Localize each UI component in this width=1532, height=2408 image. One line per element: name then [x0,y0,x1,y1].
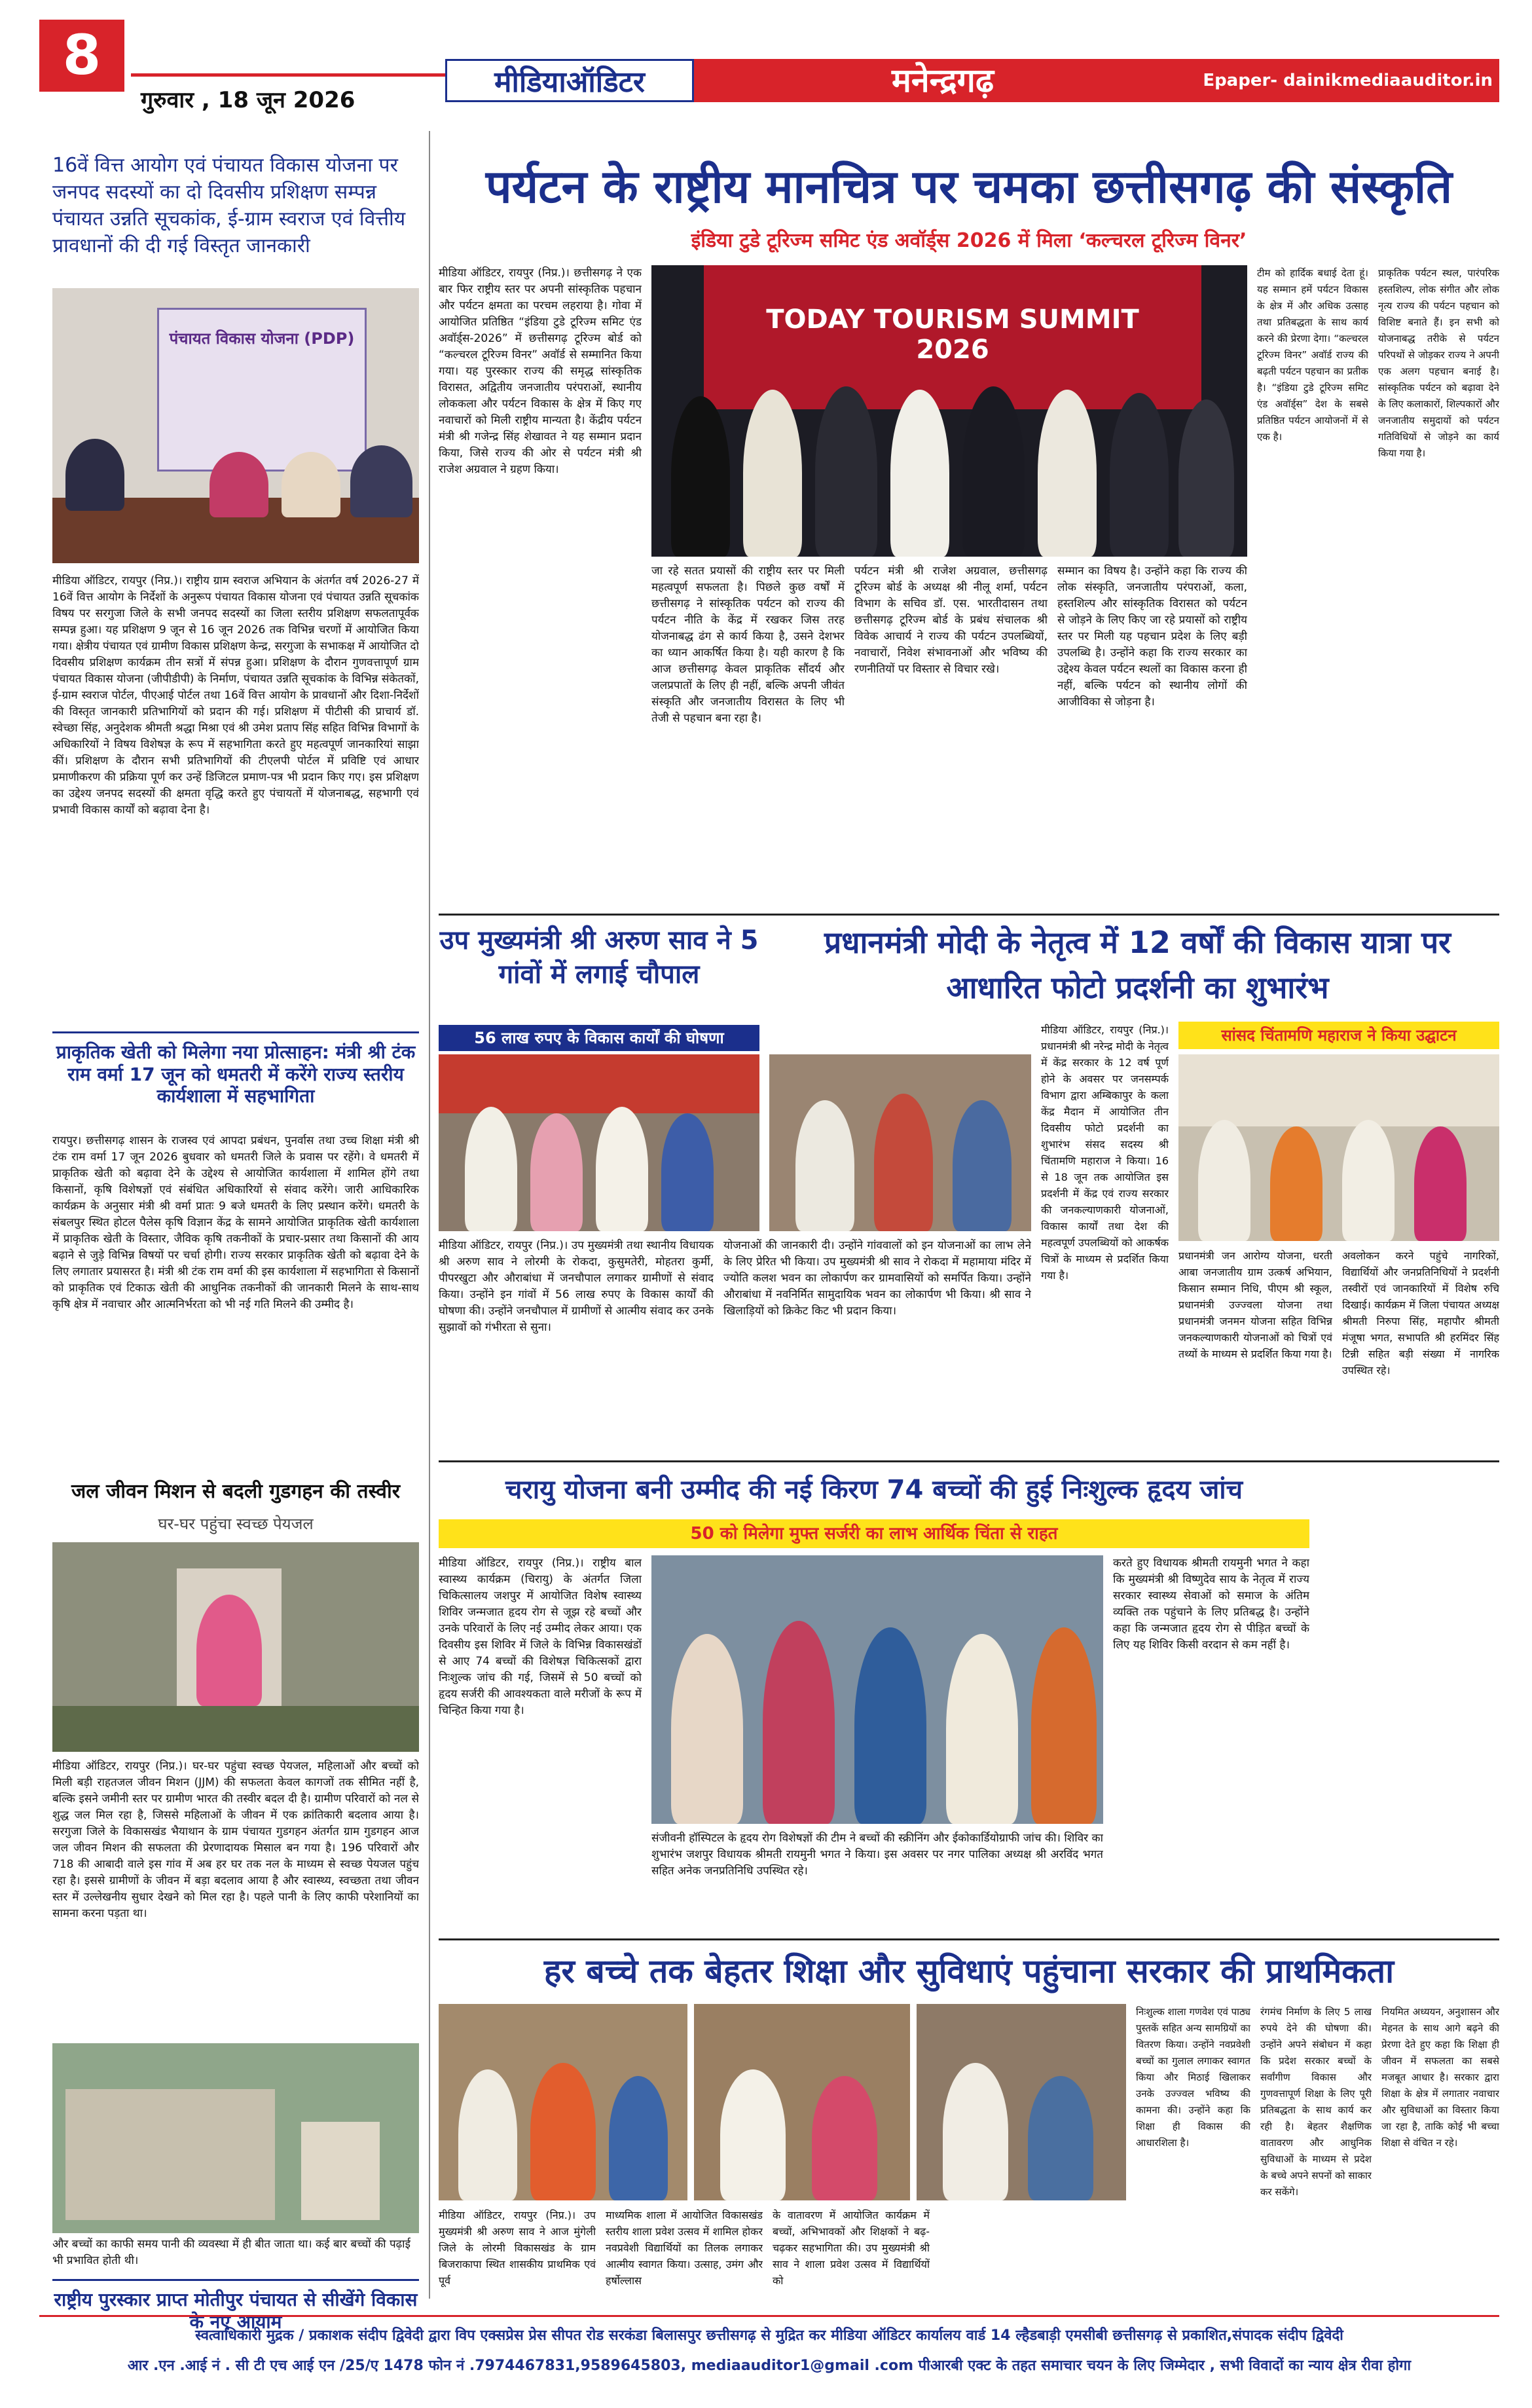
chaupal-photo [439,1054,759,1231]
jal-photo-2 [52,2043,419,2233]
column-divider [429,131,430,2299]
modi-col4: अवलोकन करने पहुंचे नागरिकों, विद्यार्थियों और जनप्रतिनिधियों ने प्रदर्शनी तस्वीरों एवं जानकारियों में विशेष रुचि दिखाई। कार्यक्रम में जिला पंचायत अध्यक्ष श्रीमती निरुपा सिंह, महापौर श्रीमती मंजूषा भगत, सभापति श्री हरमिंदर सिंह टिन्नी सहित बड़ी संख्या में नागरिक उपस्थित रहे। [1342,1250,1499,1377]
person-figure [1270,1126,1322,1241]
person-figure [962,386,1025,557]
edu-col5: रंगमंच निर्माण के लिए 5 लाख रुपये देने की घोषणा की। उन्होंने अपने संबोधन में कहा कि प्रदेश सरकार बच्चों के सर्वांगीण विकास और गुणवत्तापूर्ण शिक्षा के लिए पूरी प्रतिबद्धता के साथ कार्य कर रही है। बेहतर शैक्षणिक वातावरण और आधुनिक सुविधाओं के माध्यम से प्रदेश के बच्चे अपने सपनों को साकार कर सकेंगे। [1260,2006,1372,2198]
epaper-link[interactable]: Epaper- dainikmediaauditor.in [1203,71,1493,90]
education-photo-1 [439,2004,687,2200]
person-figure [812,2076,877,2200]
exhibition-photo [1178,1054,1499,1241]
masthead [0,0,1532,113]
person-figure [609,2076,668,2200]
person-figure [815,386,877,557]
edu-col3: के वातावरण में आयोजित कार्यक्रम में बच्चों, अभिभावकों और शिक्षकों ने बढ़-चढ़कर सहभागिता की। उप मुख्यमंत्री श्री साव ने शाला प्रवेश उत्सव में विद्यार्थियों को [773,2209,930,2287]
person-figure [854,1627,926,1824]
person-figure [1038,390,1097,557]
arun-subhead: 56 लाख रुपए के विकास कार्यों की घोषणा [439,1025,759,1051]
person-figure [65,439,124,511]
main-col3: पर्यटन मंत्री श्री राजेश अग्रवाल, छत्तीसगढ़ टूरिज्म बोर्ड के अध्यक्ष श्री नीलू शर्मा, पर्यटन विभाग के सचिव डॉ. एस. भारतीदासन तथा छत्तीसगढ़ टूरिज्म बोर्ड के प्रबंध संचालक श्री विवेक आचार्य ने राज्य की पर्यटन उपलब्धियों, नवाचारों, निवेश संभावनाओं और भविष्य की रणनीतियों पर विस्तार से विचार रखे। [854,565,1048,676]
person-figure [196,1595,262,1706]
person-figure [763,1621,835,1824]
edu-col1: मीडिया ऑडिटर, रायपुर (निप्र.)। उप मुख्यमंत्री श्री अरुण साव ने आज मुंगेली जिले के लोरमी विकासखंड के ग्राम बिजराकापा स्थित शासकीय प्राथमिक एवं पूर्व [439,2209,596,2287]
person-figure [210,452,268,517]
jal-subhead: घर-घर पहुंचा स्वच्छ पेयजल [158,1515,314,1533]
section-rule [52,2279,419,2281]
section-rule [439,1460,1499,1462]
edu-col4: निःशुल्क शाला गणवेश एवं पाठ्य पुस्तकें सहित अन्य सामग्रियों का वितरण किया। उन्होंने नवप्रवेशी बच्चों का गुलाल लगाकर स्वागत किया और मिठाई खिलाकर उनके उज्ज्वल भविष्य की कामना की। उन्होंने कहा कि शिक्षा ही विकास की आधारशिला है। [1136,2006,1250,2149]
person-figure [1028,2076,1093,2200]
krishi-headline: प्राकृतिक खेती को मिलेगा नया प्रोत्साहन: मंत्री श्री टंक राम वर्मा 17 जून को धमतरी में करेंगे राज्य स्तरीय कार्यशाला में सहभागिता [56,1041,416,1107]
person-figure [1414,1126,1467,1241]
person-figure [1178,399,1234,557]
person-figure [720,2069,786,2200]
person-figure [1031,1627,1097,1824]
main-col1: मीडिया ऑडिटर, रायपुर (निप्र.)। छत्तीसगढ़ ने एक बार फिर राष्ट्रीय स्तर पर अपनी सांस्कृतिक पहचान और पर्यटन क्षमता का परचम लहराया है। गोवा में आयोजित प्रतिष्ठित “इंडिया टुडे टूरिज्म समिट एंड अवॉर्ड्स-2026” में छत्तीसगढ़ टूरिज्म बोर्ड को “कल्चरल टूरिज्म विनर” अवॉर्ड से सम्मानित किया गया। यह पुरस्कार राज्य की समृद्ध सांस्कृतिक विरासत, अद्वितीय जनजातीय परंपराओं, स्थानीय लोककला और पर्यटन विकास के क्षेत्र में किए गए नवाचारों को मिली राष्ट्रीय मान्यता है। केंद्रीय पर्यटन मंत्री श्री गजेन्द्र सिंह शेखावत ने यह सम्मान प्रदान किया, जिसे राज्य की ओर से पर्यटन मंत्री श्री राजेश अग्रवाल ने ग्रहण किया। [439,267,642,476]
ground [52,1706,419,1752]
person-figure [458,2069,517,2200]
city-name: मनेन्द्रगढ़ [892,62,994,100]
modi-headline: प्रधानमंत्री मोदी के नेतृत्व में 12 वर्षों की विकास यात्रा पर आधारित फोटो प्रदर्शनी का शुभारंभ [824,925,1451,1005]
jal-body: मीडिया ऑडिटर, रायपुर (निप्र.)। घर-घर पहुंचा स्वच्छ पेयजल, महिलाओं और बच्चों को मिली बड़ी राहतजल जीवन मिशन (JJM) की सफलता केवल कागजों तक सीमित नहीं है, बल्कि इसने जमीनी स्तर पर ग्रामीण भारत की तस्वीर बदल दी है। ग्रामीण परिवारों को नल से शुद्ध जल मिल रहा है, जिससे महिलाओं के जीवन में एक क्रांतिकारी बदलाव आया है। सरगुजा जिले के विकासखंड भैयाथान के ग्राम पंचायत गुडगहन अंतर्गत ग्राम गुडगहन आज जल जीवन मिशन की सफलता की प्रेरणादायक मिसाल बन गया है। 196 परिवारों और 718 की आबादी वाले इस गांव में अब हर घर तक नल के माध्यम से स्वच्छ पेयजल पहुंच रहा है। इससे ग्रामीणों के जीवन में बड़ा बदलाव आया है और स्वास्थ्य, स्वच्छता तथा जीवन स्तर में उल्लेखनीय सुधार देखने को मिल रहा है। पहले पानी के लिए काफी परेशानियों का सामना करना पड़ता था। [52,1760,419,1920]
main-headline: पर्यटन के राष्ट्रीय मानचित्र पर चमका छत्तीसगढ़ की संस्कृति [485,160,1453,213]
edu-col2: माध्यमिक शाला में आयोजित विकासखंड स्तरीय शाला प्रवेश उत्सव में शामिल होकर नवप्रवेशी विद्यार्थियों का तिलक लगाकर आत्मीय स्वागत किया। उत्साह, उमंग और हर्षोल्लास [606,2209,763,2287]
person-figure [943,2063,1008,2200]
tank [301,2122,380,2220]
house-wall [65,2089,275,2220]
left-column [39,138,419,2312]
person-figure [465,1107,517,1231]
person-figure [282,452,340,517]
person-figure [350,445,412,517]
modi-subhead: सांसद चिंतामणि महाराज ने किया उद्घाटन [1178,1022,1499,1049]
education-headline: हर बच्चे तक बेहतर शिक्षा और सुविधाएं पहुंचाना सरकार की प्राथमिकता [543,1952,1395,1990]
person-figure [671,1634,743,1824]
person-figure [953,1100,1012,1231]
section-rule [439,914,1499,916]
person-figure [671,396,730,557]
jal-caption: और बच्चों का काफी समय पानी की व्यवस्था में ही बीत जाता था। कई बार बच्चों की पढ़ाई भी प्रभावित होती थी। [52,2238,410,2267]
training-photo [52,288,419,563]
banner-backdrop [439,1054,759,1113]
chirayu-caption: संजीवनी हॉस्पिटल के हृदय रोग विशेषज्ञों की टीम ने बच्चों की स्क्रीनिंग और ईकोकार्डियोग्राफी जांच की। शिविर का शुभारंभ जशपुर विधायक श्रीमती रायमुनी भगत ने किया। इस अवसर पर नगर पालिका अध्यक्ष श्री अरविंद भगत सहित अनेक जनप्रतिनिधि उपस्थित रहे। [651,1832,1103,1878]
exhibition-boards [1178,1054,1499,1126]
person-figure [795,1100,854,1231]
education-photo-3 [917,2004,1126,2200]
person-figure [661,1113,714,1231]
pdp-banner-text: पंचायत विकास योजना (PDP) [169,329,355,348]
chirayu-subhead: 50 को मिलेगा मुफ्त सर्जरी का लाभ आर्थिक चिंता से राहत [439,1519,1309,1548]
footer [39,2315,1499,2387]
footer-line-2: आर .एन .आई नं . सी टी एच आई एन /25/ए 1478 फोन नं .7974467831,9589645803, mediaauditor1@gmail .com पीआरबी एक्ट के तहत समाचार चयन के लिए जिम्मेदार , सभी विवादों का न्याय क्षेत्र रीवा होगा [127,2358,1412,2374]
person-figure [874,1094,933,1231]
education-photo-2 [694,2004,910,2200]
edu-col6: नियमित अध्ययन, अनुशासन और मेहनत के साथ आगे बढ़ने की प्रेरणा देते हुए कहा कि शिक्षा ही जीवन में सफलता का सबसे मजबूत आधार है। सरकार द्वारा शिक्षा के क्षेत्र में लगातार नवाचार और सुविधाओं का विस्तार किया जा रहा है, ताकि कोई भी बच्चा शिक्षा से वंचित न रहे। [1381,2006,1499,2149]
section-rule [52,1031,419,1033]
person-figure [1198,1120,1250,1241]
person-figure [946,1634,1018,1824]
arun-headline: उप मुख्यमंत्री श्री अरुण साव ने 5 गांवों में लगाई चौपाल [439,925,759,990]
main-col2: जा रहे सतत प्रयासों की राष्ट्रीय स्तर पर मिली महत्वपूर्ण सफलता है। पिछले कुछ वर्षों में छत्तीसगढ़ ने सांस्कृतिक पर्यटन को राज्य की पर्यटन नीति के केंद्र में रखकर जिस तरह योजनाबद्ध ढंग से कार्य किया है, उसने देशभर का ध्यान आकर्षित किया है। यही कारण है कि आज छत्तीसगढ़ केवल प्राकृतिक सौंदर्य और जलप्रपातों के लिए ही नहीं, बल्कि अपनी जीवंत संस्कृति और जनजातीय विरासत के लिए भी तेजी से पहचान बना रहा है। [651,565,845,725]
modi-col1: मीडिया ऑडिटर, रायपुर (निप्र.)। प्रधानमंत्री श्री नरेन्द्र मोदी के नेतृत्व में केंद्र सरकार के 12 वर्ष पूर्ण होने के अवसर पर जनसम्पर्क विभाग द्वारा अम्बिकापुर के कला केंद्र मैदान में आयोजित तीन दिवसीय फोटो प्रदर्शनी का शुभारंभ संसद सदस्य श्री चिंतामणि महाराज ने किया। 16 से 18 जून तक आयोजित इस प्रदर्शनी में केंद्र एवं राज्य सरकार की जनकल्याणकारी योजनाओं, विकास कार्यों तथा देश की महत्वपूर्ण उपलब्धियों को आकर्षक चित्रों के माध्यम से प्रदर्शित किया गया है। [1041,1024,1169,1282]
main-subhead: इंडिया टुडे टूरिज्म समिट एंड अवॉर्ड्स 2026 में मिला ‘कल्चरल टूरिज्म विनर’ [691,229,1247,252]
issue-date: गुरुवार , 18 जून 2026 [141,87,356,113]
jal-photo [52,1542,419,1752]
footer-line-1: स्वत्वाधिकारी मुद्रक / प्रकाशक संदीप द्विवेदी द्वारा विप एक्सप्रेस प्रेस सीपत रोड सरकंडा बिलासपुर छत्तीसगढ़ से मुद्रित कर मीडिया ऑडिटर कार्यालय वार्ड 14 ल्हैडबाड़ी एमसीबी छत्तीसगढ़ से प्रकाशित,संपादक संदीप द्विवेदी [195,2327,1343,2344]
section-rule [439,1938,1499,1940]
story-body: मीडिया ऑडिटर, रायपुर (निप्र.)। राष्ट्रीय ग्राम स्वराज अभियान के अंतर्गत वर्ष 2026-27 में 16वें वित्त आयोग के निर्देशों के अनुरूप पंचायत विकास योजना एवं पंचायत उन्नति सूचकांक विषय पर सरगुजा जिले के सभी जनपद सदस्यों का जिला स्तरीय प्रशिक्षण सफलतापूर्वक सम्पन्न हुआ। यह प्रशिक्षण 9 जून से 16 जून 2026 तक विभिन्न चरणों में आयोजित किया गया। क्षेत्रीय पंचायत एवं ग्रामीण विकास प्रशिक्षण केन्द्र, सरगुजा के सभाकक्ष में आयोजित दो दिवसीय प्रशिक्षण कार्यक्रम तीन सत्रों में संपन्न हुआ। प्रशिक्षण के दौरान गुणवत्तापूर्ण ग्राम पंचायत विकास योजना (जीपीडीपी) के निर्माण, पंचायत उन्नति सूचकांक के विभिन्न संकेतकों, ई-ग्राम स्वराज पोर्टल, पीएआई पोर्टल तथा 16वें वित्त आयोग के प्रावधानों और दिशा-निर्देशों की विस्तृत जानकारी प्रतिभागियों को प्रदान की गई। प्रशिक्षण में पीटीसी की प्राचार्य डॉ. स्वेच्छा सिंह, अनुदेशक श्रीमती श्रद्धा मिश्रा एवं श्री उमेश प्रताप सिंह सहित विभिन्न विभागों के अधिकारियों ने विषय विशेषज्ञ के रूप में सहभागिता करते हुए महत्वपूर्ण जानकारियां साझा कीं। प्रशिक्षण के दौरान सभी प्रतिभागियों की टीएलपी पोर्टल में प्रविष्टि एवं आधार प्रमाणीकरण की प्रक्रिया पूर्ण कर उन्हें डिजिटल प्रमाण-पत्र भी प्रदान किए गए। इस प्रशिक्षण का उद्देश्य जनपद सदस्यों की क्षमता वृद्धि करते हुए पंचायतों में योजनाबद्ध, सहभागी एवं प्रभावी विकास कार्यों को बढ़ावा देना है। [52,574,419,817]
main-col5: टीम को हार्दिक बधाई देता हूं। यह सम्मान हमें पर्यटन विकास के क्षेत्र में और अधिक उत्साह तथा प्रतिबद्धता के साथ कार्य करने की प्रेरणा देगा। “कल्चरल टूरिज्म विनर” अवॉर्ड राज्य की बढ़ती पर्यटन पहचान का प्रतीक है। “इंडिया टुडे टूरिज्म समिट एंड अवॉर्ड्स” देश के सबसे प्रतिष्ठित पर्यटन आयोजनों में से एक है। [1257,267,1368,443]
story-headline: 16वें वित्त आयोग एवं पंचायत विकास योजना पर जनपद सदस्यों का दो दिवसीय प्रशिक्षण सम्पन्न पंचायत उन्नति सूचकांक, ई-ग्राम स्वराज एवं वित्तीय प्रावधानों की दी गई विस्तृत जानकारी [52,154,406,257]
jal-headline: जल जीवन मिशन से बदली गुडगहन की तस्वीर [71,1480,400,1503]
award-photo [651,265,1247,557]
main-col4: सम्मान का विषय है। उन्होंने कहा कि राज्य की लोक संस्कृति, जनजातीय परंपराओं, कला, हस्तशिल्प और सांस्कृतिक विरासत को पर्यटन से जोड़ने के लिए किए जा रहे प्रयासों को राष्ट्रीय स्तर पर मिली यह पहचान प्रदेश के लिए बड़ी उपलब्धि है। उन्होंने कहा कि राज्य सरकार का उद्देश्य केवल पर्यटन स्थलों का विकास करना ही नहीं, बल्कि पर्यटन को स्थानीय लोगों की आजीविका से जोड़ना है। [1057,565,1247,709]
motipur-headline: राष्ट्रीय पुरस्कार प्राप्त मोतीपुर पंचायत से सीखेंगे विकास के नए आयाम [54,2289,418,2333]
krishi-body: रायपुर। छत्तीसगढ़ शासन के राजस्व एवं आपदा प्रबंधन, पुनर्वास तथा उच्च शिक्षा मंत्री श्री टंक राम वर्मा 17 जून 2026 बुधवार को धमतरी जिले के प्रवास पर रहेंगे। वे धमतरी में प्राकृतिक खेती को बढ़ावा देने के उद्देश्य से आयोजित कार्यशाला में शामिल होंगे तथा किसानों, कृषि विशेषज्ञों एवं संबंधित अधिकारियों से संवाद करेंगे। जारी आधिकारिक कार्यक्रम के अनुसार मंत्री श्री वर्मा प्रातः 9 बजे धमतरी के लिए प्रस्थान करेंगे। धमतरी के संबलपुर स्थित होटल पैलेस कृषि विज्ञान केंद्र के सामने आयोजित प्राकृतिक खेती कार्यशाला में प्राकृतिक खेती के विस्तार, जैविक कृषि तकनीकों के प्रचार-प्रसार तथा किसानों की आय बढ़ाने से जुड़े विभिन्न विषयों पर चर्चा होगी। राज्य सरकार प्राकृतिक खेती को बढ़ावा देने के लिए लगातार प्रयासरत है। मंत्री श्री टंक राम वर्मा की इस कार्यशाला में सहभागिता से किसानों को प्राकृतिक एवं टिकाऊ खेती की आधुनिक तकनीकों की जानकारी मिलने के साथ-साथ कृषि क्षेत्र में नवाचार और आत्मनिर्भरता को भी नई गति मिलने की उम्मीद है। [52,1134,419,1311]
arun-col1: मीडिया ऑडिटर, रायपुर (निप्र.)। उप मुख्यमंत्री तथा स्थानीय विधायक श्री अरुण साव ने लोरमी के रोकदा, कुसुमतेरी, मोहतरा कुर्मी, पीपरखुटा और औराबांधा में जनचौपाल लगाकर ग्रामीणों से संवाद किया। उन्होंने इन गांवों में 56 लाख रुपए के विकास कार्यों की घोषणा की। उन्होंने जनचौपाल में ग्रामीणों से आत्मीय संवाद कर उनके सुझावों को गंभीरता से सुना। [439,1239,714,1334]
page-number: 8 [62,23,101,87]
person-figure [596,1107,648,1231]
modi-col3: प्रधानमंत्री जन आरोग्य योजना, धरती आबा जनजातीय ग्राम उत्कर्ष अभियान, किसान सम्मान निधि, पीएम श्री स्कूल, प्रधानमंत्री उज्ज्वला योजना तथा प्रधानमंत्री जनमन योजना सहित विभिन्न जनकल्याणकारी योजनाओं को चित्रों एवं तथ्यों के माध्यम से प्रदर्शित किया गया है। [1178,1250,1332,1360]
person-figure [1110,393,1169,557]
person-figure [530,2063,596,2200]
arun-col2: योजनाओं की जानकारी दी। उन्होंने गांववालों को इन योजनाओं का लाभ लेने के लिए प्रेरित भी किया। उप मुख्यमंत्री श्री साव ने रोकदा में महामाया मंदिर में ज्योति कलश भवन का लोकार्पण कर ग्रामवासियों को समर्पित किया। उन्होंने औराबांधा में नवनिर्मित सामुदायिक भवन का लोकार्पण भी किया। श्री साव ने खिलाड़ियों को क्रिकेट किट भी प्रदान किया। [723,1239,1031,1318]
person-figure [530,1113,583,1231]
person-figure [1342,1120,1395,1241]
paper-name: मीडियाऑडिटर [445,59,694,102]
chirayu-col2: करते हुए विधायक श्रीमती रायमुनी भगत ने कहा कि मुख्यमंत्री श्री विष्णुदेव साय के नेतृत्व में राज्य सरकार स्वास्थ्य सेवाओं को समाज के अंतिम व्यक्ति तक पहुंचाने के लिए प्रतिबद्ध है। उन्होंने कहा कि जन्मजात हृदय रोग से पीड़ित बच्चों के लिए यह शिविर किसी वरदान से कम नहीं है। [1113,1557,1309,1652]
chirayu-photo [651,1555,1103,1824]
main-col6: प्राकृतिक पर्यटन स्थल, पारंपरिक हस्तशिल्प, लोक संगीत और लोक नृत्य राज्य की पर्यटन पहचान को विशिष्ट बनाते हैं। इन सभी को योजनाबद्ध तरीके से पर्यटन परिपथों से जोड़कर राज्य ने अपनी एक अलग पहचान बनाई है। सांस्कृतिक पर्यटन को बढ़ावा देने के लिए कलाकारों, शिल्पकारों और जनजातीय समुदायों को पर्यटन गतिविधियों से जोड़ने का कार्य किया गया है। [1378,267,1499,459]
chaupal-photo-2 [769,1054,1031,1231]
stage-banner-text: TODAY TOURISM SUMMIT 2026 [766,305,1139,365]
person-figure [743,390,802,557]
chirayu-col1: मीडिया ऑडिटर, रायपुर (निप्र.)। राष्ट्रीय बाल स्वास्थ्य कार्यक्रम (चिरायु) के अंतर्गत जिला चिकित्सालय जशपुर में आयोजित विशेष स्वास्थ्य शिविर जन्मजात हृदय रोग से जूझ रहे बच्चों और उनके परिवारों के लिए नई उम्मीद लेकर आया। एक दिवसीय इस शिविर में जिले के विभिन्न विकासखंडों से आए 74 बच्चों की विशेषज्ञ चिकित्सकों द्वारा निःशुल्क जांच की गई, जिसमें से 50 बच्चों को हृदय सर्जरी की आवश्यकता वाले मरीजों के रूप में चिन्हित किया गया है। [439,1557,642,1717]
person-figure [890,390,949,557]
chirayu-headline: चरायु योजना बनी उम्मीद की नई किरण 74 बच्चों की हुई निःशुल्क हृदय जांच [505,1475,1243,1505]
